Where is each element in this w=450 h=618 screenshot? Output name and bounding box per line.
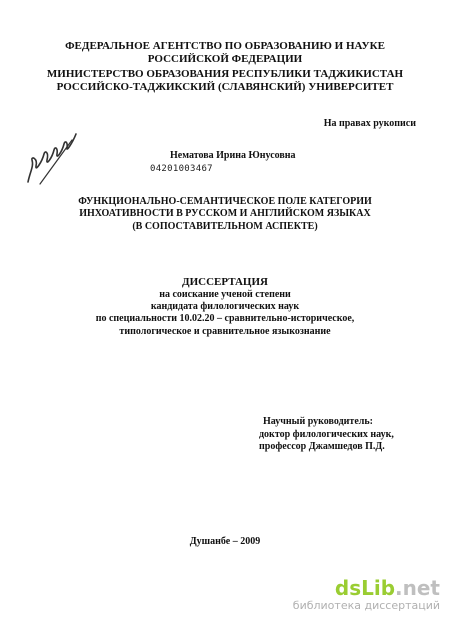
catalog-code: 04201003467 <box>150 164 213 174</box>
degree-line-2: кандидата филологических наук <box>150 301 300 312</box>
supervisor-heading: Научный руководитель: <box>263 416 373 427</box>
title-line-2: ИНХОАТИВНОСТИ В РУССКОМ И АНГЛИЙСКОМ ЯЗЫКАХ <box>79 208 371 219</box>
degree-line-4: типологическое и сравнительное языкознание <box>119 326 331 337</box>
manuscript-rights-note: На правах рукописи <box>323 118 416 129</box>
dslib-watermark <box>293 578 440 612</box>
title-line-1: ФУНКЦИОНАЛЬНО-СЕМАНТИЧЕСКОЕ ПОЛЕ КАТЕГОРИИ <box>78 196 372 207</box>
supervisor-name: профессор Джамшедов П.Д. <box>259 441 385 452</box>
title-line-3: (В СОПОСТАВИТЕЛЬНОМ АСПЕКТЕ) <box>132 221 318 232</box>
agency-name-line-2: РОССИЙСКОЙ ФЕДЕРАЦИИ <box>147 53 303 65</box>
degree-line-3: по специальности 10.02.20 – сравнительно-историческое, <box>95 313 355 324</box>
degree-line-1: на соискание ученой степени <box>159 289 291 300</box>
place-and-year: Душанбе – 2009 <box>189 536 261 547</box>
ministry-name-line-2: РОССИЙСКО-ТАДЖИКСКИЙ (СЛАВЯНСКИЙ) УНИВЕРСИТЕТ <box>56 81 394 93</box>
dslib-logo <box>293 578 440 598</box>
author-name: Нематова Ирина Юнусовна <box>170 150 296 161</box>
dslib-subtitle: библиотека диссертаций <box>292 599 440 612</box>
supervisor-degree: доктор филологических наук, <box>259 429 394 440</box>
document-type: ДИССЕРТАЦИЯ <box>182 276 268 288</box>
dslib-logo-part-2: .net <box>395 576 440 600</box>
agency-name-line-1: ФЕДЕРАЛЬНОЕ АГЕНТСТВО ПО ОБРАЗОВАНИЮ И НАУКЕ <box>65 40 385 52</box>
handwritten-initials-signature <box>22 122 82 192</box>
ministry-name-line-1: МИНИСТЕРСТВО ОБРАЗОВАНИЯ РЕСПУБЛИКИ ТАДЖИКИСТАН <box>46 68 404 80</box>
dslib-logo-part-1: dsLib <box>334 576 396 600</box>
